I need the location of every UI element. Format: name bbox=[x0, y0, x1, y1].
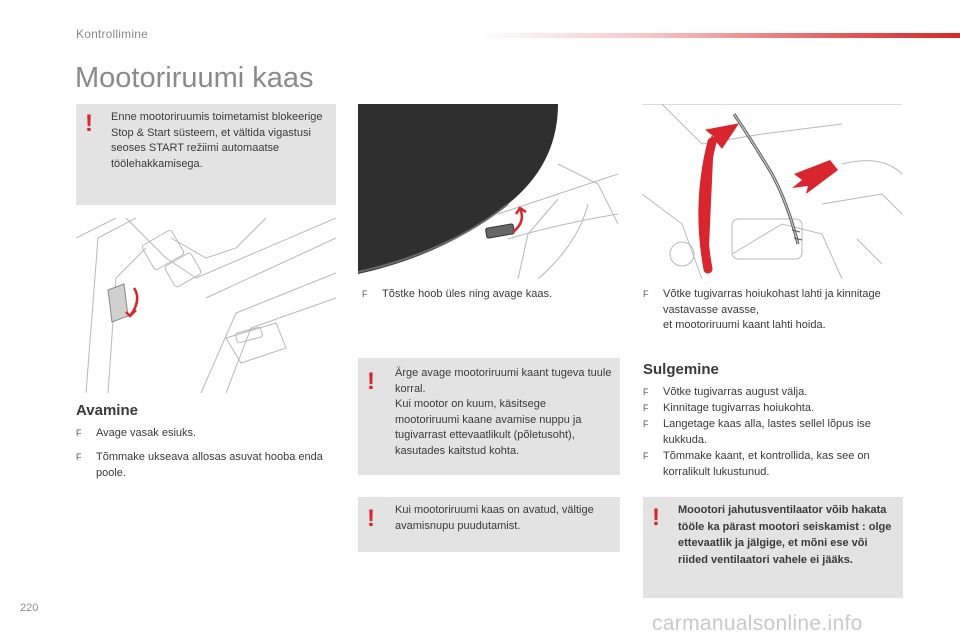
list-item bbox=[643, 417, 903, 448]
exclamation-icon: ! bbox=[367, 505, 375, 532]
warning-text: Moootori jahutusventilaator võib hakata tööle ka pärast mootori seiskamist : olge ettevaatlik ja jälgige, et mõni ese või riided ventilaatori vahele ei jääks. bbox=[678, 504, 892, 566]
list-item bbox=[76, 450, 336, 481]
step-text: Kinnitage tugivarras hoiukohta. bbox=[663, 402, 815, 414]
warning-box-strong-wind bbox=[358, 358, 620, 475]
list-item bbox=[362, 287, 612, 303]
figure-hood-lever bbox=[358, 104, 618, 279]
page-title: Mootoriruumi kaas bbox=[75, 62, 314, 94]
exclamation-icon: ! bbox=[652, 504, 660, 531]
list-item bbox=[643, 287, 903, 334]
list-item bbox=[76, 426, 336, 442]
section-label: Kontrollimine bbox=[76, 27, 148, 41]
step-text: Võtke tugivarras hoiukohast lahti ja kinnitage vastavasse avasse, et mootoriruumi kaant lahti hoida. bbox=[663, 288, 881, 331]
watermark: carmanualsonline.info bbox=[652, 612, 863, 635]
bullet-icon: F bbox=[643, 451, 649, 461]
warning-text: Ärge avage mootoriruumi kaant tugeva tuule korral. Kui mootor on kuum, käsitsege mootoriruumi kaane avamise nuppu ja tugivarrast ettevaatlikult (põletusoht), kasutades kaitstud kohta. bbox=[395, 367, 612, 457]
heading-closing: Sulgemine bbox=[643, 361, 719, 378]
step-text: Avage vasak esiuks. bbox=[96, 427, 197, 439]
step-text: Võtke tugivarras august välja. bbox=[663, 386, 808, 398]
warning-text: Enne mootoriruumis toimetamist blokeerige Stop & Start süsteem, et vältida vigastusi seoses START režiimi automaatse töölehakkamisega. bbox=[111, 111, 323, 170]
bullet-icon: F bbox=[76, 452, 82, 462]
bullet-icon: F bbox=[643, 419, 649, 429]
bullet-icon: F bbox=[362, 289, 368, 299]
step-text: Langetage kaas alla, lastes sellel lõpus ise kukkuda. bbox=[663, 418, 871, 446]
exclamation-icon: ! bbox=[367, 368, 375, 395]
bullet-icon: F bbox=[643, 387, 649, 397]
bullet-icon: F bbox=[76, 428, 82, 438]
warning-box-stop-start bbox=[76, 104, 336, 205]
list-item bbox=[643, 449, 903, 480]
figure-door-sill-lever bbox=[76, 218, 336, 393]
list-item bbox=[643, 401, 903, 417]
step-text: Tõmmake kaant, et kontrollida, kas see on korralikult lukustunud. bbox=[663, 450, 870, 478]
bullet-icon: F bbox=[643, 403, 649, 413]
figure-prop-rod bbox=[642, 104, 902, 279]
step-text: Tõstke hoob üles ning avage kaas. bbox=[382, 288, 553, 300]
page-number: 220 bbox=[20, 602, 39, 614]
step-text: Tõmmake ukseava allosas asuvat hooba enda poole. bbox=[96, 451, 323, 479]
heading-opening: Avamine bbox=[76, 402, 138, 419]
header-accent-rule bbox=[478, 33, 960, 38]
list-item bbox=[643, 385, 903, 401]
warning-box-release-button bbox=[358, 497, 620, 552]
exclamation-icon: ! bbox=[85, 110, 93, 137]
warning-box-cooling-fan bbox=[643, 497, 903, 598]
bullet-icon: F bbox=[643, 289, 649, 299]
warning-text: Kui mootoriruumi kaas on avatud, vältige avamisnupu puudutamist. bbox=[395, 504, 594, 532]
